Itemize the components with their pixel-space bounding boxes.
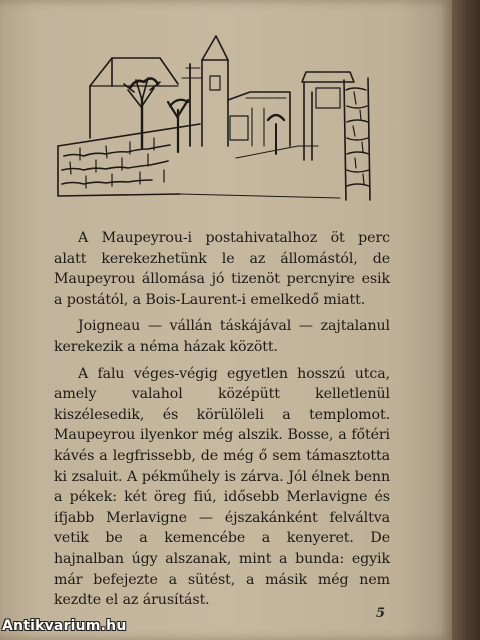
page-number: 5 xyxy=(376,606,386,621)
watermark: Antikvarium.hu xyxy=(2,618,127,634)
paragraph-1: A Maupeyrou-i postahivatalhoz öt perc alatt kerekezhetünk le az állomástól, de Maupeyrou állomása jó tizenöt percnyire esik a postától, a Bois-Laurent-i emelkedő miatt. xyxy=(54,230,390,308)
paragraph-2: Joigneau — vállán táskájával — zajtalanul kerekezik a néma házak között. xyxy=(54,318,390,355)
paragraph-3: A falu véges-végig egyetlen hosszú utca, amely valahol középütt kelletlenül kiszélesedik, és körülöleli a templomot. Maupeyrou ilyenkor még alszik. Bosse, a főtéri kávés a legfrissebb, de még ő sem támasztotta ki zsaluit. A pékműhely is zárva. Jól élnek benn a pékek: két öreg fiú, idősebb Merlavigne és ifjabb Merlavigne — éjszakánként felváltva vetik be a kemencébe a kenyeret. De hajnalban úgy alszanak, mint a bunda: egyik már befejezte a sütést, a másik még nem kezdte el az árusítást. xyxy=(54,365,390,609)
book-spine-shadow xyxy=(452,0,480,640)
village-street-illustration xyxy=(50,28,390,206)
body-text xyxy=(54,228,390,617)
